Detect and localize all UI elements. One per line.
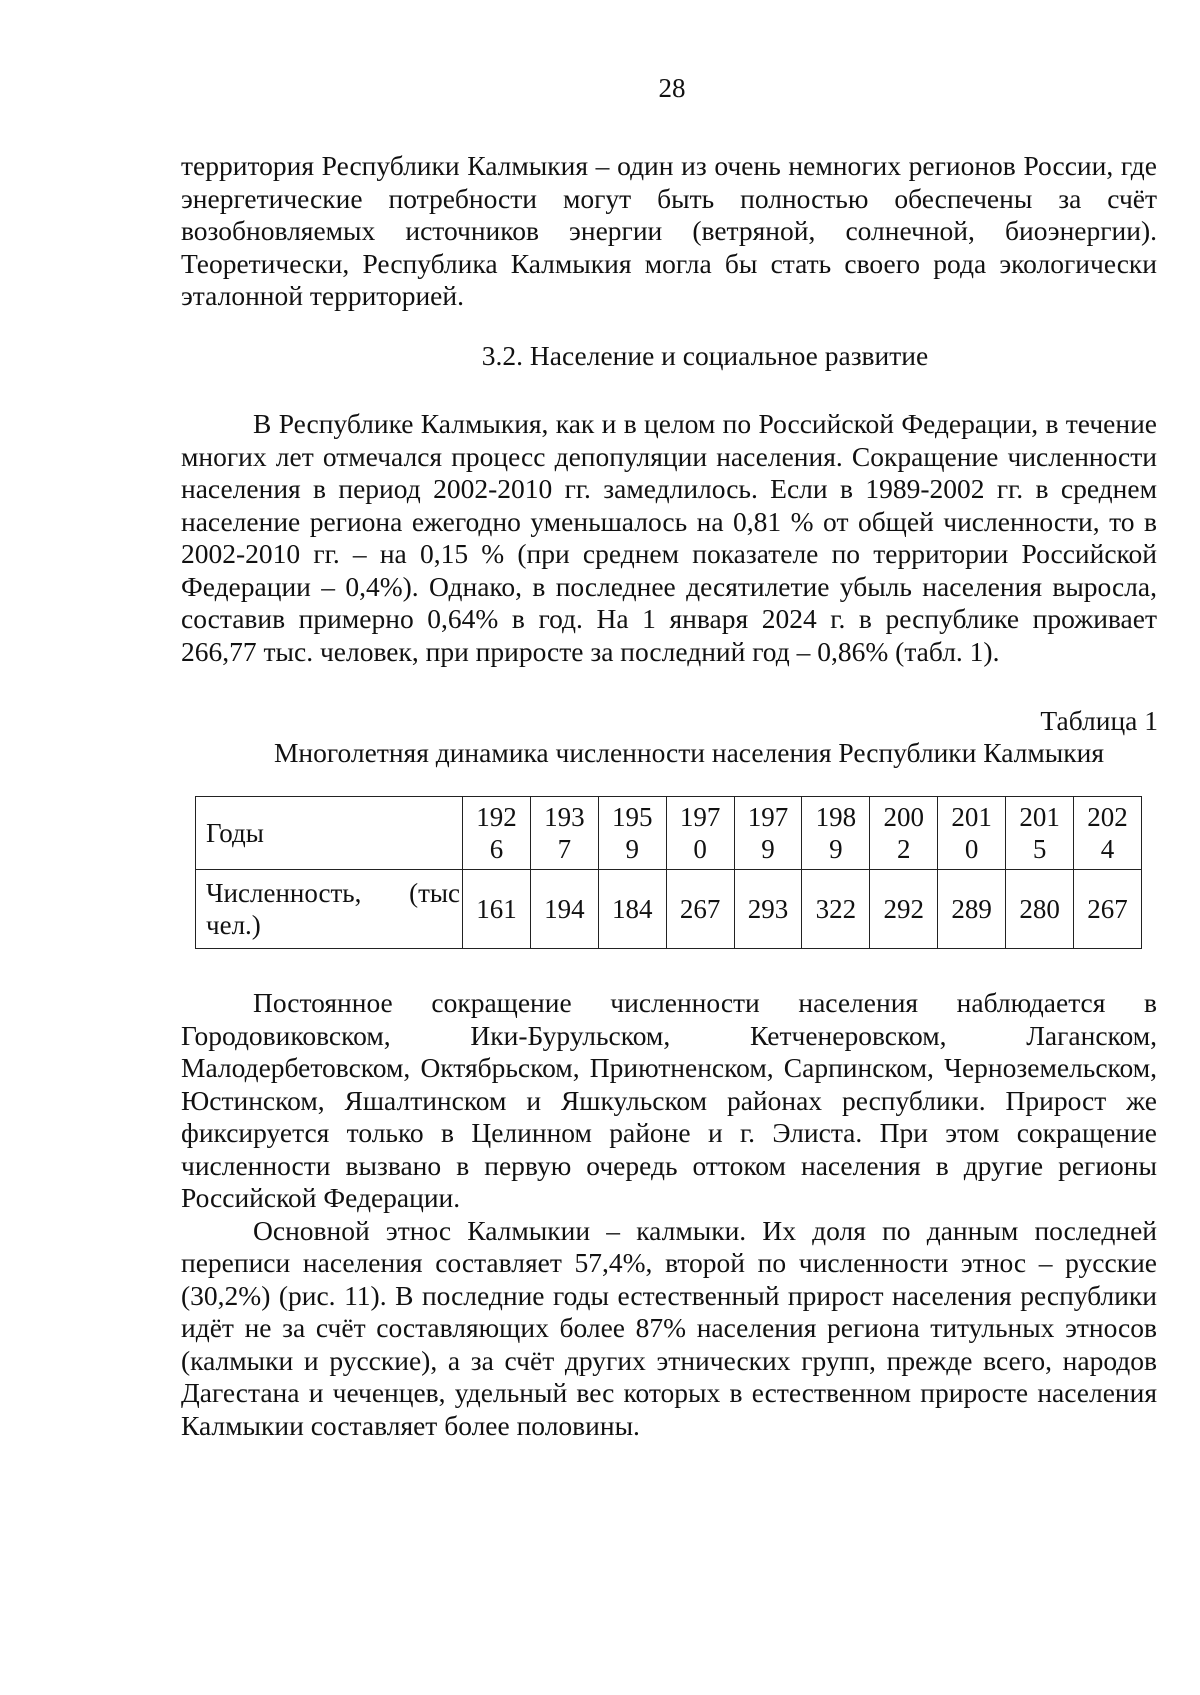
value-cell: 161 xyxy=(463,870,531,949)
paragraph-1: территория Республики Калмыкия – один из очень немногих регионов России, где энергетические потребности могут быть полностью обеспечены за счёт возобновляемых источников энергии (ветряной, солнечной, биоэнергии). Теоретически, Республика Калмыкия могла бы стать своего рода экологически эталонной территорией. xyxy=(181,150,1157,311)
year-top: 197 xyxy=(679,802,721,832)
population-table xyxy=(195,796,1142,949)
paragraph-population xyxy=(181,408,1157,668)
table-header-row xyxy=(196,797,1142,870)
value-cell: 293 xyxy=(734,870,802,949)
year-bottom: 2 xyxy=(897,834,911,864)
value-cell: 184 xyxy=(598,870,666,949)
section-heading: 3.2. Население и социальное развитие xyxy=(481,340,929,371)
year-cell xyxy=(734,797,802,870)
paragraph-districts-block xyxy=(181,987,1157,1442)
year-bottom: 0 xyxy=(964,834,979,864)
header-label: Годы xyxy=(196,797,463,870)
year-top: 193 xyxy=(544,802,585,832)
year-cell xyxy=(1006,797,1074,870)
value-cell: 267 xyxy=(1074,870,1142,949)
year-top: 195 xyxy=(611,802,653,832)
page-number: 28 xyxy=(658,73,686,103)
table-values-row xyxy=(196,870,1142,949)
year-top: 202 xyxy=(1087,802,1128,832)
year-bottom: 0 xyxy=(693,834,707,864)
year-top: 201 xyxy=(951,802,992,832)
paragraph-intro xyxy=(181,150,1157,313)
year-cell xyxy=(802,797,870,870)
year-bottom: 7 xyxy=(557,834,572,864)
year-bottom: 4 xyxy=(1100,834,1115,864)
year-cell xyxy=(598,797,666,870)
value-cell: 322 xyxy=(802,870,870,949)
row-label xyxy=(196,870,463,949)
year-bottom: 9 xyxy=(625,834,639,864)
value-cell: 267 xyxy=(666,870,734,949)
row-label-part2: (тыс xyxy=(409,878,460,908)
year-bottom: 9 xyxy=(761,834,775,864)
paragraph-3: Постоянное сокращение численности населения наблюдается в Городовиковском, Ики-Бурульском, Кетченеровском, Лаганском, Малодербетовском, Октябрьском, Приютненском, Сарпинском, Черноземельском, Юстинском, Яшалтинском и Яшкульском районах республики. Прирост же фиксируется только в Целинном районе и г. Элиста. При этом сокращение численности вызвано в первую очередь оттоком населения в другие регионы Российской Федерации. xyxy=(181,987,1157,1213)
year-top: 192 xyxy=(476,802,517,832)
year-cell xyxy=(870,797,938,870)
year-top: 201 xyxy=(1019,802,1060,832)
value-cell: 194 xyxy=(530,870,598,949)
year-top: 200 xyxy=(883,802,925,832)
year-cell xyxy=(530,797,598,870)
table-caption-number: Таблица 1 xyxy=(1040,705,1158,736)
paragraph-4: Основной этнос Калмыкии – калмыки. Их доля по данным последней переписи населения составляет 57,4%, второй по численности этнос – русские (30,2%) (рис. 11). В последние годы естественный прирост населения республики идёт не за счёт составляющих более 87% населения региона титульных этносов (калмыки и русские), а за счёт других этнических групп, прежде всего, народов Дагестана и чеченцев, удельный вес которых в естественном приросте населения Калмыкии составляет более половины. xyxy=(181,1214,1157,1441)
row-label-part3: чел.) xyxy=(206,910,261,940)
year-bottom: 6 xyxy=(489,834,504,864)
year-top: 197 xyxy=(747,802,789,832)
year-bottom: 9 xyxy=(829,834,843,864)
paragraph-2: В Республике Калмыкия, как и в целом по Российской Федерации, в течение многих лет отмечался процесс депопуляции населения. Сокращение численности населения в период 2002-2010 гг. замедлилось. Если в 1989-2002 гг. в среднем население региона ежегодно уменьшалось на 0,81 % от общей численности, то в 2002-2010 гг. – на 0,15 % (при среднем показателе по территории Российской Федерации – 0,4%). Однако, в последнее десятилетие убыль населения выросла, составив примерно 0,64% в год. На 1 января 2024 г. в республике проживает 266,77 тыс. человек, при приросте за последний год – 0,86% (табл. 1). xyxy=(181,408,1157,667)
year-cell xyxy=(938,797,1006,870)
year-cell xyxy=(1074,797,1142,870)
value-cell: 292 xyxy=(870,870,938,949)
value-cell: 289 xyxy=(938,870,1006,949)
year-cell xyxy=(463,797,531,870)
year-cell xyxy=(666,797,734,870)
row-label-part1: Численность, xyxy=(206,878,362,908)
value-cell: 280 xyxy=(1006,870,1074,949)
table-title: Многолетняя динамика численности населения Республики Калмыкия xyxy=(273,737,1105,768)
year-bottom: 5 xyxy=(1032,834,1047,864)
year-top: 198 xyxy=(815,802,857,832)
